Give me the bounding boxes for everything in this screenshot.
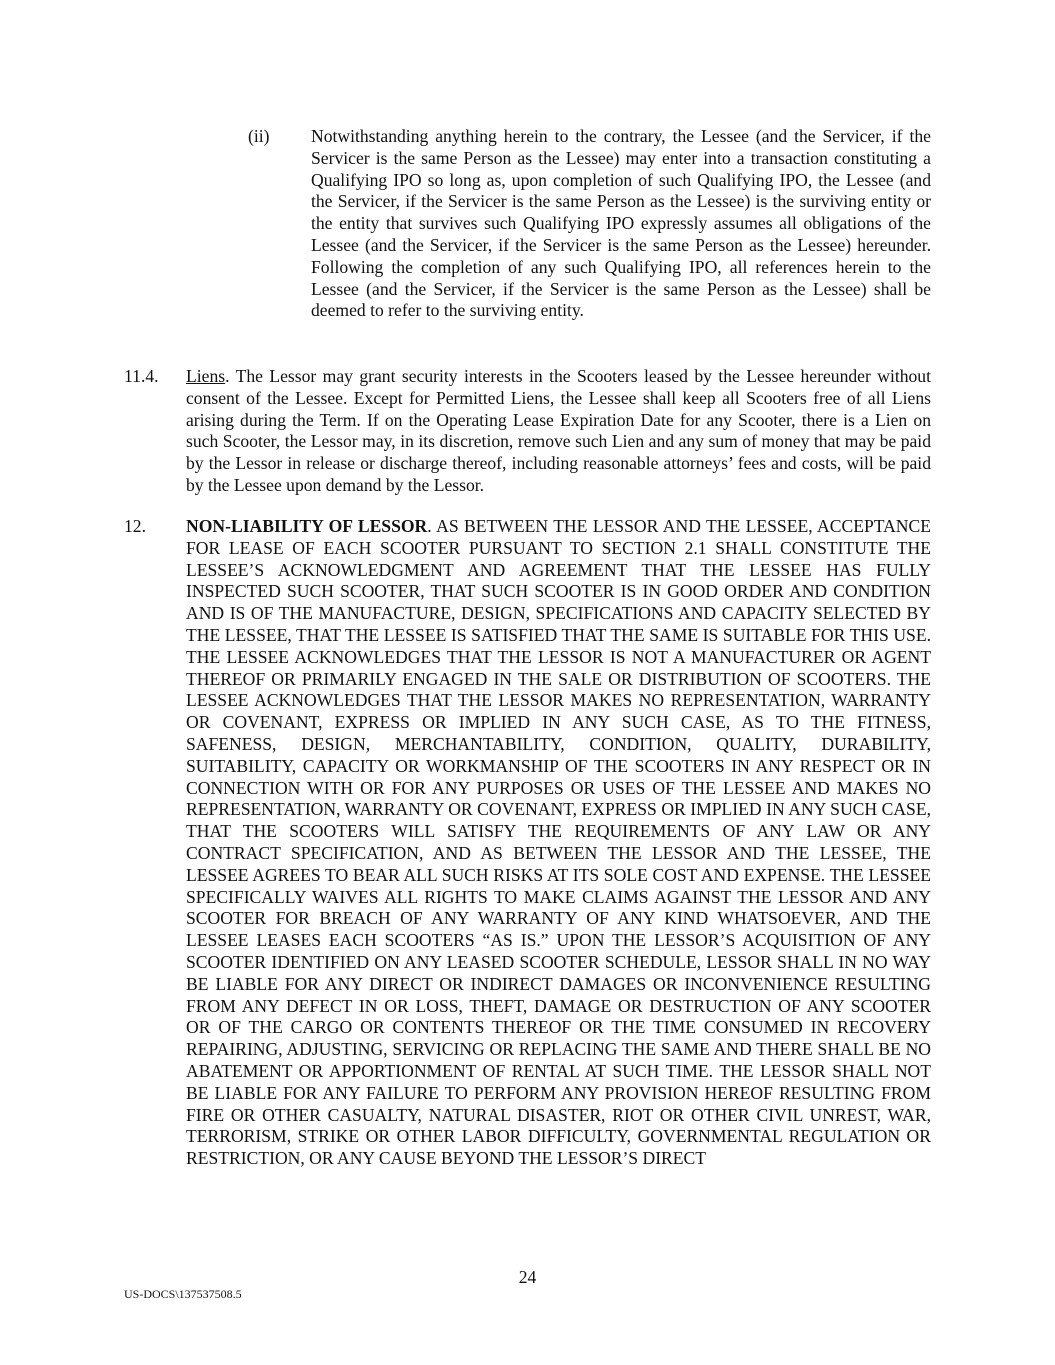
document-id: US-DOCS\137537508.5 — [124, 1287, 242, 1301]
section-12-heading: NON-LIABILITY OF LESSOR — [186, 516, 428, 536]
section-11-4-heading: Liens — [186, 366, 226, 386]
clause-ii-label: (ii) — [248, 126, 270, 146]
section-11-4-number: 11.4. — [124, 366, 159, 386]
section-11-4-text: . The Lessor may grant security interests in the Scooters leased by the Lessee hereunder without consent of the Lessee. Except for Permitted Liens, the Lessee shall keep all Scooters free of all Liens arising during the Term. If on the Operating Lease Expiration Date for any Scooter, there is a Lien on such Scooter, the Lessor may, in its discretion, remove such Lien and any sum of money that may be paid by the Lessor in release or discharge thereof, including reasonable attorneys’ fees and costs, will be paid by the Lessee upon demand by the Lessor. — [186, 366, 931, 495]
section-12-paragraph — [186, 516, 931, 1170]
section-11-4-paragraph — [186, 366, 931, 497]
clause-ii-text: Notwithstanding anything herein to the contrary, the Lessee (and the Servicer, if the Servicer is the same Person as the Lessee) may enter into a transaction constituting a Qualifying IPO so long as, upon completion of such Qualifying IPO, the Lessee (and the Servicer, if the Servicer is the same Person as the Lessee) is the surviving entity or the entity that survives such Qualifying IPO expressly assumes all obligations of the Lessee (and the Servicer, if the Servicer is the same Person as the Lessee) hereunder. Following the completion of any such Qualifying IPO, all references herein to the Lessee (and the Servicer, if the Servicer is the same Person as the Lessee) shall be deemed to refer to the surviving entity. — [311, 126, 931, 321]
section-12-text: . AS BETWEEN THE LESSOR AND THE LESSEE, ACCEPTANCE FOR LEASE OF EACH SCOOTER PURSUANT TO SECTION 2.1 SHALL CONSTITUTE THE LESSEE’S ACKNOWLEDGMENT AND AGREEMENT THAT THE LESSEE HAS FULLY INSPECTED SUCH SCOOTER, THAT SUCH SCOOTER IS IN GOOD ORDER AND CONDITION AND IS OF THE MANUFACTURE, DESIGN, SPECIFICATIONS AND CAPACITY SELECTED BY THE LESSEE, THAT THE LESSEE IS SATISFIED THAT THE SAME IS SUITABLE FOR THIS USE. THE LESSEE ACKNOWLEDGES THAT THE LESSOR IS NOT A MANUFACTURER OR AGENT THEREOF OR PRIMARILY ENGAGED IN THE SALE OR DISTRIBUTION OF SCOOTERS. THE LESSEE ACKNOWLEDGES THAT THE LESSOR MAKES NO REPRESENTATION, WARRANTY OR COVENANT, EXPRESS OR IMPLIED IN ANY SUCH CASE, AS TO THE FITNESS, SAFENESS, DESIGN, MERCHANTABILITY, CONDITION, QUALITY, DURABILITY, SUITABILITY, CAPACITY OR WORKMANSHIP OF THE SCOOTERS IN ANY RESPECT OR IN CONNECTION WITH OR FOR ANY PURPOSES OR USES OF THE LESSEE AND MAKES NO REPRESENTATION, WARRANTY OR COVENANT, EXPRESS OR IMPLIED IN ANY SUCH CASE, THAT THE SCOOTERS WILL SATISFY THE REQUIREMENTS OF ANY LAW OR ANY CONTRACT SPECIFICATION, AND AS BETWEEN THE LESSOR AND THE LESSEE, THE LESSEE AGREES TO BEAR ALL SUCH RISKS AT ITS SOLE COST AND EXPENSE. THE LESSEE SPECIFICALLY WAIVES ALL RIGHTS TO MAKE CLAIMS AGAINST THE LESSOR AND ANY SCOOTER FOR BREACH OF ANY WARRANTY OF ANY KIND WHATSOEVER, AND THE LESSEE LEASES EACH SCOOTERS “AS IS.” UPON THE LESSOR’S ACQUISITION OF ANY SCOOTER IDENTIFIED ON ANY LEASED SCOOTER SCHEDULE, LESSOR SHALL IN NO WAY BE LIABLE FOR ANY DIRECT OR INDIRECT DAMAGES OR INCONVENIENCE RESULTING FROM ANY DEFECT IN OR LOSS, THEFT, DAMAGE OR DESTRUCTION OF ANY SCOOTER OR OF THE CARGO OR CONTENTS THEREOF OR THE TIME CONSUMED IN RECOVERY REPAIRING, ADJUSTING, SERVICING OR REPLACING THE SAME AND THERE SHALL BE NO ABATEMENT OR APPORTIONMENT OF RENTAL AT SUCH TIME. THE LESSOR SHALL NOT BE LIABLE FOR ANY FAILURE TO PERFORM ANY PROVISION HEREOF RESULTING FROM FIRE OR OTHER CASUALTY, NATURAL DISASTER, RIOT OR OTHER CIVIL UNREST, WAR, TERRORISM, STRIKE OR OTHER LABOR DIFFICULTY, GOVERNMENTAL REGULATION OR RESTRICTION, OR ANY CAUSE BEYOND THE LESSOR’S DIRECT — [186, 516, 931, 1169]
page-number: 24 — [518, 1267, 537, 1287]
section-12-number: 12. — [124, 516, 146, 536]
